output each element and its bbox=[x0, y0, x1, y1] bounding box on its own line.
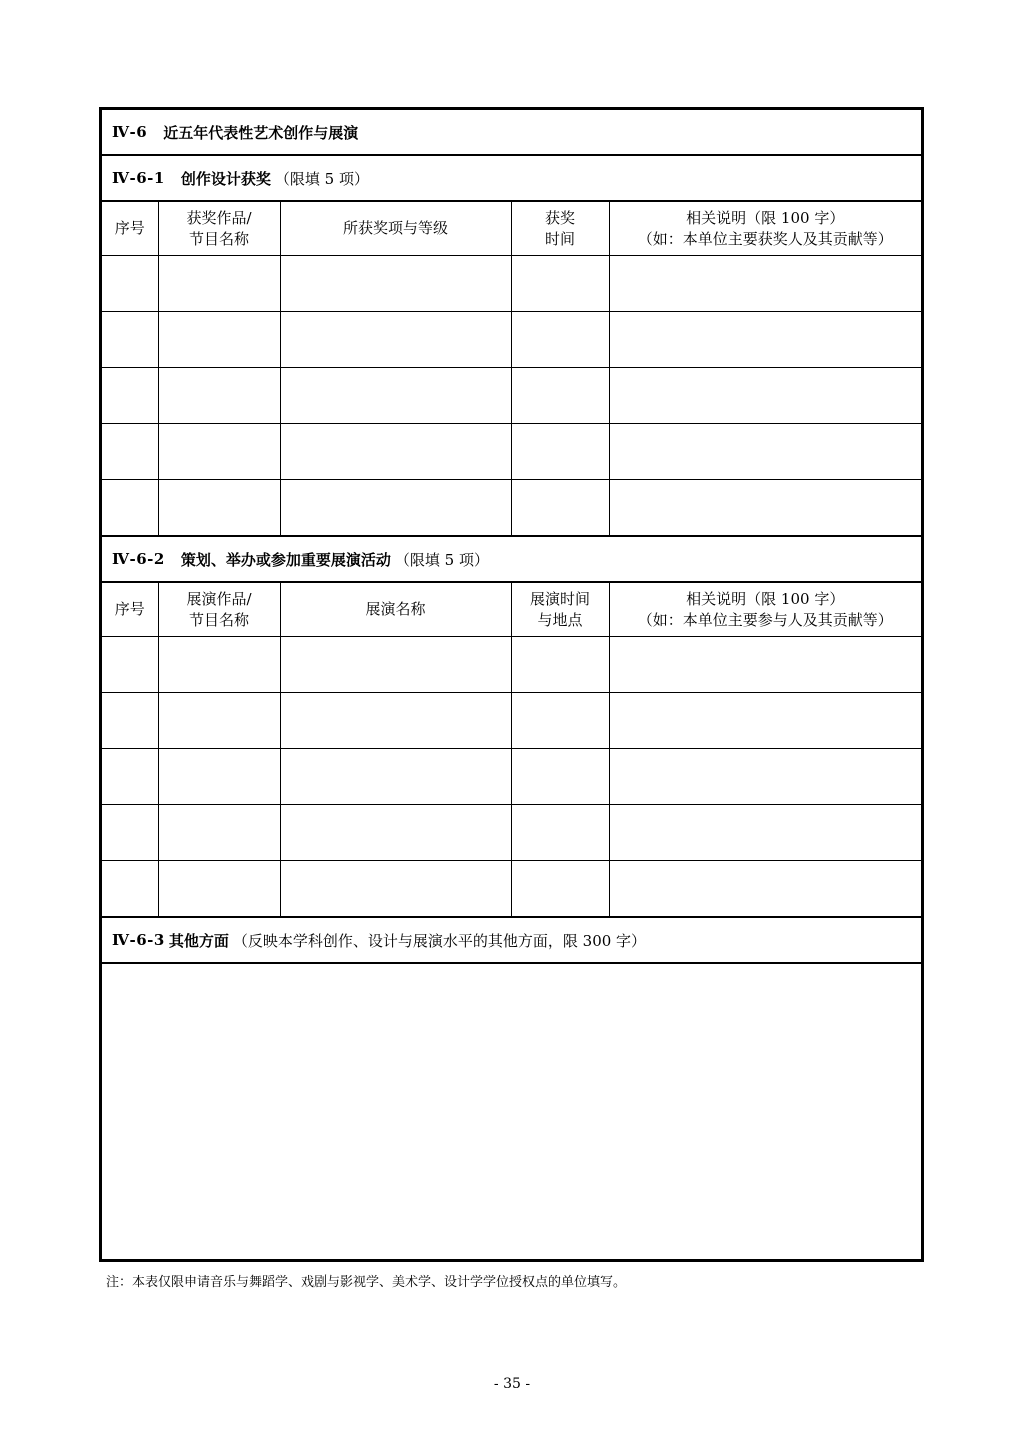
table-row bbox=[102, 312, 921, 368]
cell[interactable] bbox=[280, 693, 511, 749]
other-title: 其他方面 bbox=[168, 931, 229, 950]
cell[interactable] bbox=[280, 749, 511, 805]
awards-table bbox=[102, 202, 921, 537]
col-work: 获奖作品/ 节目名称 bbox=[158, 202, 280, 256]
footnote: 注：本表仅限申请音乐与舞蹈学、戏剧与影视学、美术学、设计学学位授权点的单位填写。 bbox=[106, 1275, 627, 1290]
table-row bbox=[102, 637, 921, 693]
cell[interactable] bbox=[511, 312, 609, 368]
cell[interactable] bbox=[511, 637, 609, 693]
shows-code: Ⅳ-6-2 bbox=[112, 550, 165, 568]
shows-column-headers bbox=[102, 583, 921, 637]
table-row bbox=[102, 693, 921, 749]
cell[interactable] bbox=[280, 480, 511, 537]
cell[interactable] bbox=[102, 368, 158, 424]
cell[interactable] bbox=[280, 256, 511, 312]
cell[interactable] bbox=[511, 368, 609, 424]
cell[interactable] bbox=[609, 637, 921, 693]
cell[interactable] bbox=[609, 693, 921, 749]
cell[interactable] bbox=[511, 805, 609, 861]
col-time-place: 展演时间 与地点 bbox=[511, 583, 609, 637]
cell[interactable] bbox=[158, 861, 280, 918]
cell[interactable] bbox=[609, 424, 921, 480]
col-award: 所获奖项与等级 bbox=[280, 202, 511, 256]
awards-title: 创作设计获奖 bbox=[180, 169, 271, 188]
cell[interactable] bbox=[511, 256, 609, 312]
cell[interactable] bbox=[158, 749, 280, 805]
awards-note: （限填 5 项） bbox=[274, 169, 369, 188]
col-show-name: 展演名称 bbox=[280, 583, 511, 637]
cell[interactable] bbox=[609, 480, 921, 537]
cell[interactable] bbox=[102, 637, 158, 693]
cell[interactable] bbox=[609, 256, 921, 312]
section-code: Ⅳ-6 bbox=[112, 123, 148, 141]
table-row bbox=[102, 424, 921, 480]
cell[interactable] bbox=[158, 805, 280, 861]
shows-header bbox=[102, 537, 921, 583]
cell[interactable] bbox=[609, 312, 921, 368]
cell[interactable] bbox=[102, 805, 158, 861]
awards-column-headers bbox=[102, 202, 921, 256]
cell[interactable] bbox=[102, 480, 158, 537]
section-title: 近五年代表性艺术创作与展演 bbox=[163, 123, 359, 142]
col-work: 展演作品/ 节目名称 bbox=[158, 583, 280, 637]
table-row bbox=[102, 480, 921, 537]
other-note: （反映本学科创作、设计与展演水平的其他方面，限 300 字） bbox=[232, 931, 647, 950]
other-code: Ⅳ-6-3 bbox=[112, 931, 165, 949]
table-row bbox=[102, 256, 921, 312]
cell[interactable] bbox=[280, 805, 511, 861]
cell[interactable] bbox=[102, 312, 158, 368]
cell[interactable] bbox=[280, 637, 511, 693]
cell[interactable] bbox=[102, 749, 158, 805]
cell[interactable] bbox=[102, 693, 158, 749]
cell[interactable] bbox=[280, 424, 511, 480]
awards-header bbox=[102, 156, 921, 202]
cell[interactable] bbox=[102, 861, 158, 918]
cell[interactable] bbox=[609, 861, 921, 918]
cell[interactable] bbox=[511, 861, 609, 918]
awards-code: Ⅳ-6-1 bbox=[112, 169, 165, 187]
cell[interactable] bbox=[609, 368, 921, 424]
table-row bbox=[102, 368, 921, 424]
page-number: - 35 - bbox=[493, 1376, 531, 1392]
section-header bbox=[102, 110, 921, 156]
form-table bbox=[99, 107, 924, 1262]
cell[interactable] bbox=[609, 749, 921, 805]
table-row bbox=[102, 805, 921, 861]
shows-table bbox=[102, 583, 921, 918]
cell[interactable] bbox=[280, 312, 511, 368]
col-desc: 相关说明（限 100 字） （如：本单位主要参与人及其贡献等） bbox=[609, 583, 921, 637]
cell[interactable] bbox=[102, 256, 158, 312]
col-seq: 序号 bbox=[102, 202, 158, 256]
cell[interactable] bbox=[511, 480, 609, 537]
cell[interactable] bbox=[158, 256, 280, 312]
cell[interactable] bbox=[102, 424, 158, 480]
cell[interactable] bbox=[511, 693, 609, 749]
shows-title: 策划、举办或参加重要展演活动 bbox=[180, 550, 391, 569]
cell[interactable] bbox=[280, 368, 511, 424]
cell[interactable] bbox=[158, 368, 280, 424]
cell[interactable] bbox=[158, 693, 280, 749]
shows-note: （限填 5 项） bbox=[394, 550, 489, 569]
other-header bbox=[102, 918, 921, 964]
table-row bbox=[102, 861, 921, 918]
cell[interactable] bbox=[158, 637, 280, 693]
table-row bbox=[102, 749, 921, 805]
cell[interactable] bbox=[158, 424, 280, 480]
cell[interactable] bbox=[158, 312, 280, 368]
cell[interactable] bbox=[280, 861, 511, 918]
cell[interactable] bbox=[158, 480, 280, 537]
cell[interactable] bbox=[609, 805, 921, 861]
col-time: 获奖 时间 bbox=[511, 202, 609, 256]
other-text-area[interactable] bbox=[102, 964, 921, 1259]
cell[interactable] bbox=[511, 749, 609, 805]
cell[interactable] bbox=[511, 424, 609, 480]
col-desc: 相关说明（限 100 字） （如：本单位主要获奖人及其贡献等） bbox=[609, 202, 921, 256]
col-seq: 序号 bbox=[102, 583, 158, 637]
